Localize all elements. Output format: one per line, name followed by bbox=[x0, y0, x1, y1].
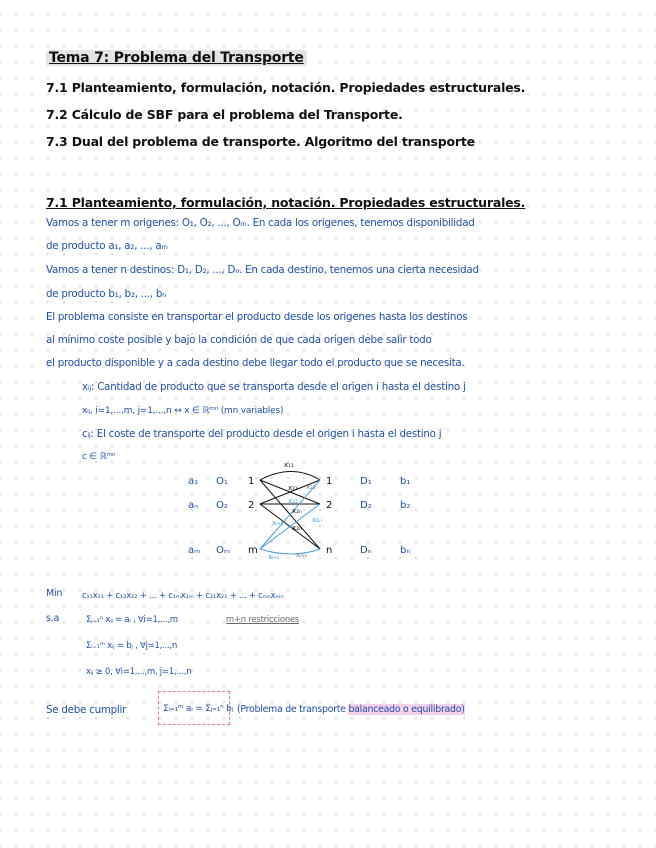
edge-label: x₂₂ bbox=[288, 497, 298, 505]
toc-item-2: 7.2 Cálculo de SBF para el problema del Transporte. bbox=[46, 107, 403, 122]
origin-index-m: m bbox=[248, 545, 258, 556]
definition-line: c ∈ ℝᵐⁿ bbox=[82, 452, 116, 462]
constraint-count-note: m+n restricciones bbox=[226, 614, 300, 624]
edge-label: xₘ₁ bbox=[272, 519, 284, 527]
origin-o2: O₂ bbox=[216, 500, 228, 511]
edge-label: x₂ₙ bbox=[292, 507, 302, 515]
condition-prefix: Se debe cumplir bbox=[46, 704, 127, 716]
supply-a2: aₙ bbox=[188, 500, 199, 511]
edge-label: xₘₙ bbox=[268, 553, 280, 561]
transport-network-diagram bbox=[180, 455, 430, 565]
paragraph-line: al mínimo coste posible y bajo la condición de que cada origen debe salir todo bbox=[46, 334, 432, 346]
demand-b1: b₁ bbox=[400, 476, 411, 487]
constraint-nonnegativity: xᵢⱼ ≥ 0, ∀i=1,...,m, j=1,...,n bbox=[86, 666, 192, 676]
subject-to-label: s.a bbox=[46, 613, 60, 624]
edge-label: x₂₁ bbox=[306, 483, 316, 491]
supply-am: aₘ bbox=[188, 545, 201, 556]
dest-index-n: n bbox=[326, 545, 333, 556]
balance-formula: Σᵢ₌₁ᵐ aᵢ = Σⱼ₌₁ⁿ bⱼ bbox=[163, 704, 234, 714]
toc-item-1: 7.1 Planteamiento, formulación, notación. Propiedades estructurales. bbox=[46, 80, 526, 95]
demand-bn: bₙ bbox=[400, 545, 411, 556]
highlighted-term: balanceado o equilibrado) bbox=[348, 704, 465, 715]
page-title: Tema 7: Problema del Transporte bbox=[46, 50, 307, 66]
supply-a1: a₁ bbox=[188, 476, 199, 487]
dest-index-1: 1 bbox=[326, 476, 333, 487]
definition-line: xᵢⱼ, i=1,...,m, j=1,...,n ↔ x ∈ ℝᵐⁿ (mn variables) bbox=[82, 406, 284, 416]
dest-index-2: 2 bbox=[326, 500, 333, 511]
section-heading: 7.1 Planteamiento, formulación, notación. Propiedades estructurales. bbox=[46, 195, 526, 210]
dest-d2: D₂ bbox=[360, 500, 372, 511]
edge-label: xₘₙ bbox=[296, 551, 308, 559]
min-label: Min bbox=[46, 588, 63, 599]
edge-label: x₁₂ bbox=[288, 484, 298, 492]
edge-label: x₂ₙ bbox=[292, 524, 302, 532]
objective-function: c₁₁x₁₁ + c₁₂x₁₂ + ... + c₁ₘx₁ₘ + c₂₁x₂₁ + ... + cₘₙxₘₙ bbox=[82, 590, 284, 600]
paragraph-line: de producto a₁, a₂, ..., aₘ bbox=[46, 240, 168, 252]
paragraph-line: El problema consiste en transportar el producto desde los origenes hasta los destinos bbox=[46, 311, 468, 323]
edge-label: x₁ₙ bbox=[312, 516, 322, 524]
dest-d1: D₁ bbox=[360, 476, 372, 487]
origin-index-1: 1 bbox=[248, 476, 255, 487]
constraint-supply: Σⱼ₌₁ⁿ xᵢⱼ = aᵢ , ∀i=1,...,m bbox=[86, 614, 178, 624]
origin-om: Oₘ bbox=[216, 545, 231, 556]
paragraph-line: Vamos a tener m origenes: O₁, O₂, ..., Oₘ. En cada los origenes, tenemos disponibilidad bbox=[46, 217, 475, 229]
definition-line: cᵢⱼ: El coste de transporte del producto desde el origen i hasta el destino j bbox=[82, 428, 442, 440]
condition-note: (Problema de transporte balanceado o equilibrado) bbox=[237, 704, 465, 715]
definition-line: xᵢⱼ: Cantidad de producto que se transporta desde el origen i hasta el destino j bbox=[82, 381, 466, 393]
paragraph-line: de producto b₁, b₂, ..., bₙ bbox=[46, 288, 166, 300]
constraint-demand: Σᵢ₌₁ᵐ xᵢⱼ = bⱼ , ∀j=1,...,n bbox=[86, 640, 178, 650]
paragraph-line: el producto disponible y a cada destino debe llegar todo el producto que se necesita. bbox=[46, 357, 465, 369]
toc-item-3: 7.3 Dual del problema de transporte. Algoritmo del transporte bbox=[46, 134, 475, 149]
dest-dn: Dₙ bbox=[360, 545, 372, 556]
edge-label: x₁₁ bbox=[284, 461, 294, 469]
origin-o1: O₁ bbox=[216, 476, 228, 487]
origin-index-2: 2 bbox=[248, 500, 255, 511]
demand-b2: b₂ bbox=[400, 500, 411, 511]
paragraph-line: Vamos a tener n destinos: D₁, D₂, ..., Dₙ. En cada destino, tenemos una cierta necesidad bbox=[46, 264, 479, 276]
